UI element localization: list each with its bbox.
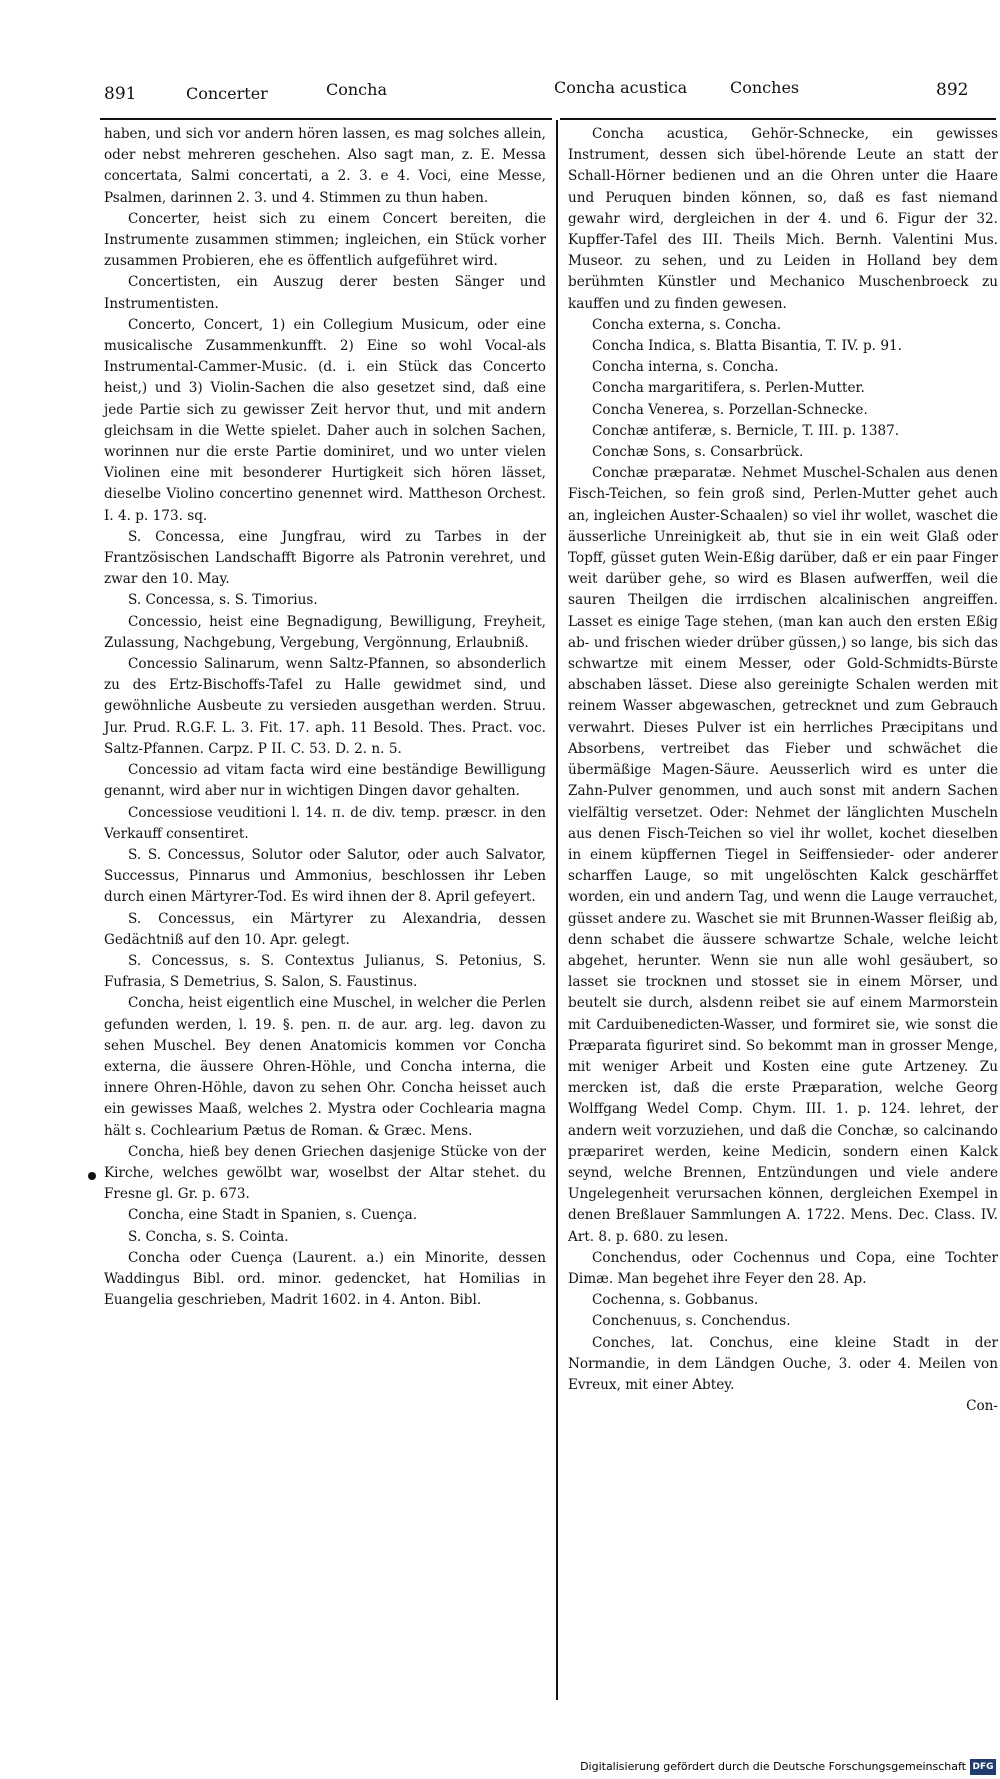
catchword-bottom: Con- xyxy=(966,1398,998,1415)
entry-paragraph: Conchæ Sons, s. Consarbrück. xyxy=(592,444,804,461)
entry-paragraph: Concerto, Concert, 1) ein Collegium Musicum, oder eine musicalische Zusammenkunfft. 2) Eine so wohl Vocal-als Instrumental-Cammer-Music. (d. i. ein Stück das Concerto heist,) und 3) Violin-Sachen die also gesetzet sind, daß eine jede Partie sich zu gewisser Zeit hervor thut, und mit andern gleichsam in die Wette spielet. Daher auch in solchen Sachen, worinnen nur die erste Partie dominiret, und wo unter vielen Violinen eine mit besonderer Hurtigkeit sich hören lässet, dieselbe Violino concertino genennet wird. Mattheson Orchest. I. 4. p. 173. sq. xyxy=(104,316,546,524)
entry-paragraph: Cochenna, s. Gobbanus. xyxy=(592,1292,759,1309)
entry-paragraph: Concessio, heist eine Begnadigung, Bewilligung, Freyheit, Zulassung, Nachgebung, Vergebung, Vergönnung, Erlaubniß. xyxy=(104,613,546,651)
entry-paragraph: Conches, lat. Conchus, eine kleine Stadt in der Normandie, in dem Ländgen Ouche, 3. oder 4. Meilen von Evreux, mit einer Abtey. xyxy=(568,1334,998,1393)
column-divider xyxy=(556,120,558,1700)
entry-paragraph: Concertisten, ein Auszug derer besten Sänger und Instrumentisten. xyxy=(104,274,546,312)
left-catchword-1: Concerter xyxy=(186,84,268,103)
margin-dot xyxy=(88,1172,96,1180)
entry-paragraph: Concessiose veuditioni l. 14. π. de div. temp. præscr. in den Verkauff consentiret. xyxy=(104,804,546,842)
entry-paragraph: Conchenuus, s. Conchendus. xyxy=(592,1313,791,1330)
entry-paragraph: Concha, heist eigentlich eine Muschel, in welcher die Perlen gefunden werden, l. 19. §. pen. π. de aur. arg. leg. davon zu sehen Muschel. Bey denen Anatomicis kommen vor Concha externa, die äussere Ohren-Höhle, und Concha interna, die innere Ohren-Höhle, davon zu sehen Ohr. Concha heisset auch ein gewisses Maaß, welches 2. Mystra oder Cochlearia magna hält s. Cochlearium Pætus de Roman. & Græc. Mens. xyxy=(104,995,546,1139)
right-column xyxy=(568,124,998,1417)
entry-paragraph: S. Concessa, eine Jungfrau, wird zu Tarbes in der Frantzösischen Landschafft Bigorre als Patronin verehret, und zwar den 10. May. xyxy=(104,528,546,588)
entry-paragraph: Concha externa, s. Concha. xyxy=(592,316,782,333)
entry-paragraph: S. Concessus, s. S. Contextus Julianus, S. Petonius, S. Fufrasia, S Demetrius, S. Salon, S. Faustinus. xyxy=(104,952,546,991)
left-page-number: 891 xyxy=(104,84,137,104)
left-column xyxy=(104,124,546,1311)
footer-text: Digitalisierung gefördert durch die Deutsche Forschungsgemeinschaft xyxy=(580,1760,966,1773)
entry-paragraph: Concessio Salinarum, wenn Saltz-Pfannen, so absonderlich zu des Ertz-Bischoffs-Tafel zu Halle gewidmet sind, und gewöhnliche Ausbeute zu versieden ausgethan werden. Struu. Jur. Prud. R.G.F. L. 3. Fit. 17. aph. 11 Besold. Thes. Pract. voc. Saltz-Pfannen. Carpz. P II. C. 53. D. 2. n. 5. xyxy=(104,656,546,757)
left-catchword-2: Concha xyxy=(326,80,387,99)
entry-paragraph: S. Concessus, ein Märtyrer zu Alexandria, dessen Gedächtniß auf den 10. Apr. gelegt. xyxy=(104,910,546,948)
entry-paragraph: Concha Venerea, s. Porzellan-Schnecke. xyxy=(592,401,868,418)
entry-paragraph: Conchæ præparatæ. Nehmet Muschel-Schalen aus denen Fisch-Teichen, so fein groß sind, Perlen-Mutter gehet auch an, ingleichen Auster-Schaalen) so viel ihr wollet, waschet die äusserliche Unreinigkeit ab, thut sie in ein weit Glaß oder Topff, güsset guten Wein-Eßig darüber, daß er ein paar Finger weit darüber gehe, so wird es Blasen aufwerffen, weil die sauren Theilgen die irrdischen alcalinischen angreiffen. Lasset es einige Tage stehen, (man kan auch den ersten Eßig ab- und frischen wieder drüber güssen,) so lange, bis sich das schwartze mit einem Messer, oder Gold-Schmidts-Bürste abschaben lässet. Diese also gereinigte Schalen werden mit reinem Wasser abgewaschen, getrecknet und zum Gebrauch verwahrt. Dieses Pulver ist ein herrliches Præcipitans und Absorbens, vertreibet das Fieber und schwächet die übermäßige Magen-Säure. Aeusserlich wird es unter die Zahn-Pulver genommen, und auch sonst mit andern Sachen vielfältig versetzet. Oder: Nehmet der länglichten Muscheln aus denen Fisch-Teichen so viel ihr wollet, kochet dieselben in einem küpffernen Tiegel in Seiffensieder- oder anderer scharffen Lauge, so mit ungelöschten Kalck geschärffet worden, ein und andern Tag, und wenn die Lauge verrauchet, güsset andere zu. Waschet sie mit Brunnen-Wasser fleißig ab, denn schabet die äussere schwartze Schale, welche leicht abgehet, herunter. Wenn sie nun alle wohl gesäubert, so lasset sie trocknen und stosset sie in einem Mörser, und beutelt sie durch, alsdenn reibet sie auf einem Marmorstein mit Carduibenedicten-Wasser, und formiret sie, wie sonst die Præparata figuriret sind. So bekommt man in grosser Menge, mit weniger Arbeit und Kosten eine gute Artzeney. Zu mercken ist, daß die erste Præparation, welche Georg Wolffgang Wedel Comp. Chym. III. 1. p. 124. lehret, der andern weit vorzuziehen, und daß die Conchæ, so calcinando præpariret werden, keine Medicin, sondern einen Kalck seynd, welche Brennen, Entzündungen und viele andere Ungelegenheit verursachen können, dergleichen Exempel in denen Breßlauer Sammlungen A. 1722. Mens. Dec. Class. IV. Art. 8. p. 680. zu lesen. xyxy=(568,465,998,1245)
entry-paragraph: Concerter, heist sich zu einem Concert bereiten, die Instrumente zusammen stimmen; ingleichen, ein Stück vorher zusammen Probieren, ehe es öffentlich aufgeführet wird. xyxy=(104,210,546,270)
right-catchword-2: Conches xyxy=(730,78,800,97)
dfg-logo-icon: DFG xyxy=(970,1759,996,1775)
entry-paragraph: Concha Indica, s. Blatta Bisantia, T. IV. p. 91. xyxy=(592,338,902,355)
entry-paragraph: S. Concha, s. S. Cointa. xyxy=(128,1228,289,1245)
right-catchword-1: Concha acustica xyxy=(554,78,688,97)
entry-paragraph: Concha interna, s. Concha. xyxy=(592,359,779,376)
footer xyxy=(0,1758,1000,1779)
entry-paragraph: S. Concessa, s. S. Timorius. xyxy=(128,592,318,609)
entry-paragraph: Concha, hieß bey denen Griechen dasjenige Stücke von der Kirche, welches gewölbt war, woselbst der Altar stehet. du Fresne gl. Gr. p. 673. xyxy=(104,1143,546,1203)
entry-paragraph: Concha margaritifera, s. Perlen-Mutter. xyxy=(592,380,865,397)
entry-paragraph: S. S. Concessus, Solutor oder Salutor, oder auch Salvator, Successus, Pinnarus und Ammonius, beschlossen ihr Leben durch einen Märtyrer-Tod. Es wird ihnen der 8. April gefeyert. xyxy=(104,846,546,906)
left-header-rule xyxy=(100,118,552,120)
right-header-rule xyxy=(560,118,996,120)
entry-paragraph: Conchendus, oder Cochennus und Copa, eine Tochter Dimæ. Man begehet ihre Feyer den 28. Ap. xyxy=(568,1249,998,1287)
entry-paragraph: Concha oder Cuença (Laurent. a.) ein Minorite, dessen Waddingus Bibl. ord. minor. gedencket, hat Homilias in Euangelia geschrieben, Madrit 1602. in 4. Anton. Bibl. xyxy=(104,1249,546,1309)
entry-paragraph: Concha acustica, Gehör-Schnecke, ein gewisses Instrument, dessen sich übel-hörende Leute an statt der Schall-Hörner bedienen und an die Ohren unter die Haare und Peruquen binden können, so, daß es fast niemand gewahr wird, dergleichen in der 4. und 6. Figur der 32. Kupffer-Tafel des III. Theils Mich. Bernh. Valentini Mus. Museor. zu sehen, und zu Leiden in Holland bey dem berühmten Künstler und Mechanico Muschenbroeck zu kauffen und zu finden gewesen. xyxy=(568,126,998,312)
entry-paragraph: haben, und sich vor andern hören lassen, es mag solches allein, oder nebst mehreren geschehen. Also sagt man, z. E. Messa concertata, Salmi concertati, a 2. 3. e 4. Voci, eine Messe, Psalmen, darinnen 2. 3. und 4. Stimmen zu thun haben. xyxy=(104,126,546,206)
right-page-number: 892 xyxy=(936,80,969,100)
entry-paragraph: Concha, eine Stadt in Spanien, s. Cuença. xyxy=(128,1207,418,1224)
entry-paragraph: Concessio ad vitam facta wird eine beständige Bewilligung genannt, wird aber nur in wichtigen Dingen davor gehalten. xyxy=(104,762,546,800)
entry-paragraph: Conchæ antiferæ, s. Bernicle, T. III. p. 1387. xyxy=(592,422,900,439)
